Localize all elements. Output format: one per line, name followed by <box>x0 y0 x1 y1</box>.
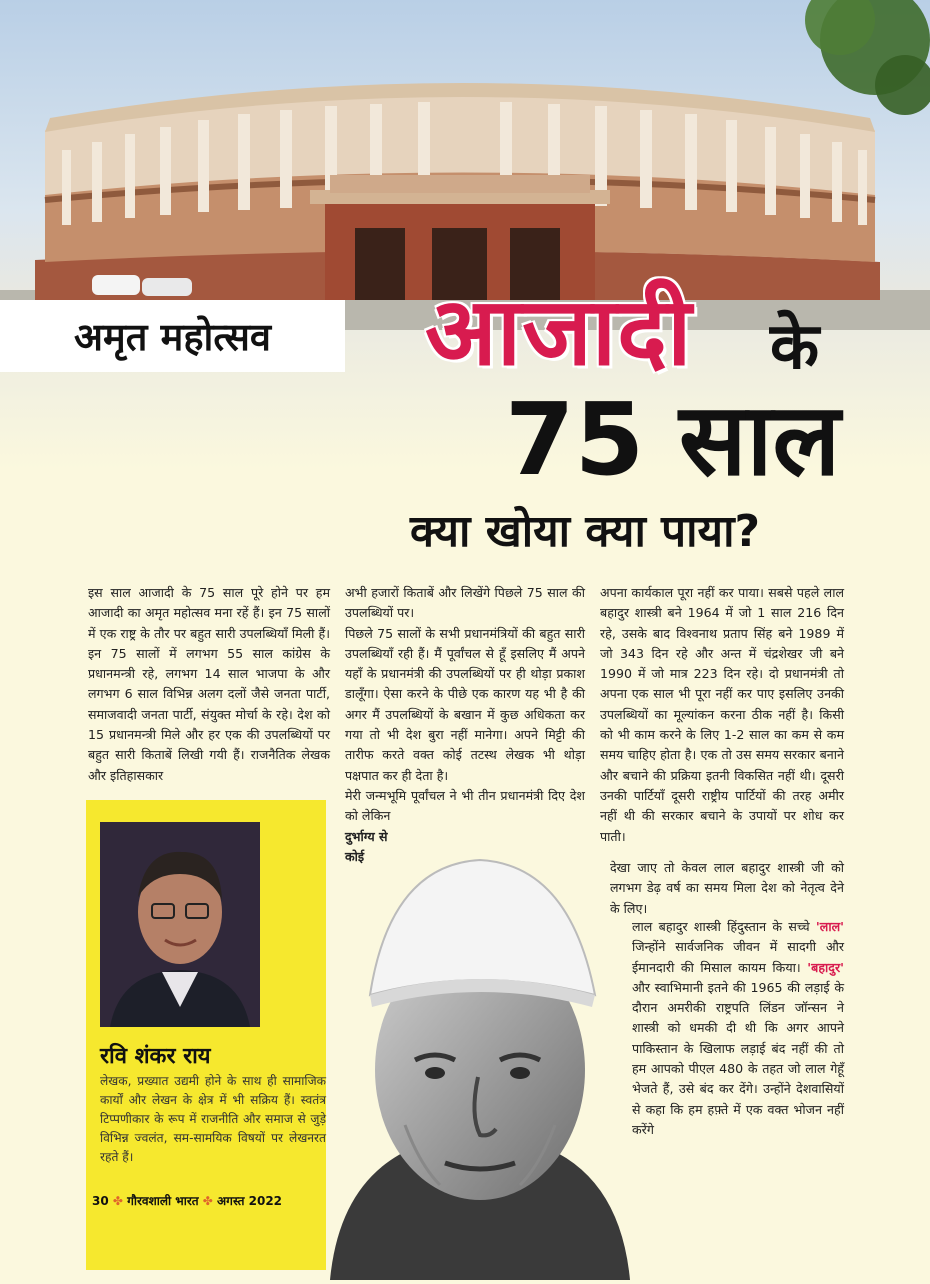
article-column-3-wrap <box>632 917 844 1140</box>
section-label-box <box>0 300 345 372</box>
headline-connector: के <box>770 310 820 384</box>
magazine-name: गौरवशाली भारत <box>127 1194 199 1208</box>
section-label: अमृत महोत्सव <box>73 315 272 359</box>
article-column-3-continued <box>610 858 844 919</box>
article-column-3 <box>600 583 844 847</box>
paragraph: मेरी जन्मभूमि पूर्वांचल ने भी तीन प्रधानमंत्री दिए देश को लेकिन <box>345 787 585 824</box>
headline-main: आजादी <box>425 278 693 387</box>
author-photo <box>100 822 260 1027</box>
paragraph: अपना कार्यकाल पूरा नहीं कर पाया। सबसे पहले लाल बहादुर शास्त्री बने 1964 में जो 1 साल 216 दिन रहे, उसके बाद विश्वनाथ प्रताप सिंह बने 1989 में जो 343 दिन रहे और अन्त में चंद्रशेखर जी बने 1990 में जो मात्र 223 दिन रहे। दो प्रधानमंत्री तो अपना एक साल भी पूरा नहीं कर पाए इसलिए उनकी उपलब्धियों का मूल्यांकन करना ठीक नहीं है। किसी को भी काम करने के लिए 1-2 साल का कम से कम समय चाहिए होता है। एक तो उस समय सरकार बनाने और बचाने की प्रक्रिया इतनी विकसित नहीं थी। दूसरी उनकी पार्टियाँ दूसरी राष्ट्रीय पार्टियों की तरह अमीर नहीं थी की सरकार बचाने के उपायों पर शोध कर पाती। <box>600 585 844 844</box>
text-run: लाल बहादुर शास्त्री हिंदुस्तान के सच्चे <box>632 919 810 934</box>
page-footer <box>92 1192 282 1209</box>
paragraph: पिछले 75 सालों के सभी प्रधानमंत्रियों की बहुत सारी उपलब्धियाँ रही हैं। मैं पूर्वांचल से हूँ इसलिए मैं अपने यहाँ के प्रधानमंत्री की उपलब्धियों पर ही थोड़ा प्रकाश डालूँगा। ऐसा करने के पीछे एक कारण यह भी है की अगर मैं उपलब्धियों के बखान में कुछ अधिकता कर गया तो भी देश बुरा नहीं मानेगा। अपने मिट्टी की तारीफ करते वक्त कोई तटस्थ लेखक भी थोड़ा पक्षपात कर ही देता है। <box>345 625 585 783</box>
shastri-portrait-illustration <box>330 845 630 1280</box>
author-portrait-illustration <box>100 822 260 1027</box>
issue-date: अगस्त 2022 <box>217 1194 283 1208</box>
author-name: रवि शंकर राय <box>100 1044 211 1069</box>
separator-icon: ✤ <box>202 1194 213 1208</box>
text-run: जिन्होंने सार्वजनिक जीवन में सादगी और ईमानदारी की मिसाल कायम किया। <box>632 939 844 975</box>
author-box <box>86 800 326 1270</box>
paragraph <box>632 917 844 1140</box>
text-run: और स्वाभिमानी इतने की 1965 की लड़ाई के दौरान अमरीकी राष्ट्रपति लिंडन जॉन्सन ने शास्त्री को धमकी दी थी कि अगर आपने पाकिस्तान के खिलाफ लड़ाई बंद नहीं की तो हम आपको पीएल 480 के तहत जो लाल गेहूँ भेजते हैं, उसे बंद कर देंगे। उन्होंने देशवासियों से कहा कि हम हफ़्ते में एक वक्त भोजन नहीं करेंगे <box>632 979 844 1137</box>
paragraph: अभी हजारों किताबें और लिखेंगे पिछले 75 साल की उपलब्धियों पर। <box>345 585 585 621</box>
author-bio: लेखक, प्रख्यात उद्यमी होने के साथ ही सामाजिक कार्यों और लेखन के क्षेत्र में भी सक्रिय हैं। स्वतंत्र टिप्पणीकार के रूप में राजनीति और समाज से जुड़े विभिन्न ज्वलंत, सम-सामयिक विषयों पर लेखनरत रहते हैं। <box>100 1074 326 1164</box>
highlight-lal: 'लाल' <box>815 919 844 934</box>
paragraph: कोई <box>345 848 365 864</box>
article-column-1 <box>88 583 330 786</box>
paragraph: दुर्भाग्य से <box>345 828 388 844</box>
paragraph: इस साल आजादी के 75 साल पूरे होने पर हम आजादी का अमृत महोत्सव मना रहें हैं। इन 75 सालों में एक राष्ट्र के तौर पर बहुत सारी उपलब्धियाँ मिली हैं। इन 75 सालों में लगभग 55 साल कांग्रेस के प्रधानमन्त्री रहे, लगभग 14 साल भाजपा के और लगभग 6 साल विभिन्न अलग दलों जैसे जनता पार्टी, समाजवादी जनता पार्टी, संयुक्त मोर्चा के रहे। देश को 15 प्रधानमन्त्री मिले और हर एक की उपलब्धियों पर बहुत सारी किताबें लिखी गयी हैं। राजनैतिक लेखक और इतिहासकार <box>88 585 330 783</box>
separator-icon: ✤ <box>112 1194 123 1208</box>
shastri-portrait <box>330 845 630 1280</box>
headline-years: 75 साल <box>505 381 841 498</box>
page-number: 30 <box>92 1194 109 1208</box>
article-column-2 <box>345 583 585 867</box>
headline-subtitle: क्या खोया क्या पाया? <box>410 506 760 557</box>
paragraph: देखा जाए तो केवल लाल बहादुर शास्त्री जी को लगभग डेढ़ वर्ष का समय मिला देश को नेतृत्व देने के लिए। <box>610 860 844 916</box>
highlight-bahadur: 'बहादुर' <box>807 959 844 975</box>
